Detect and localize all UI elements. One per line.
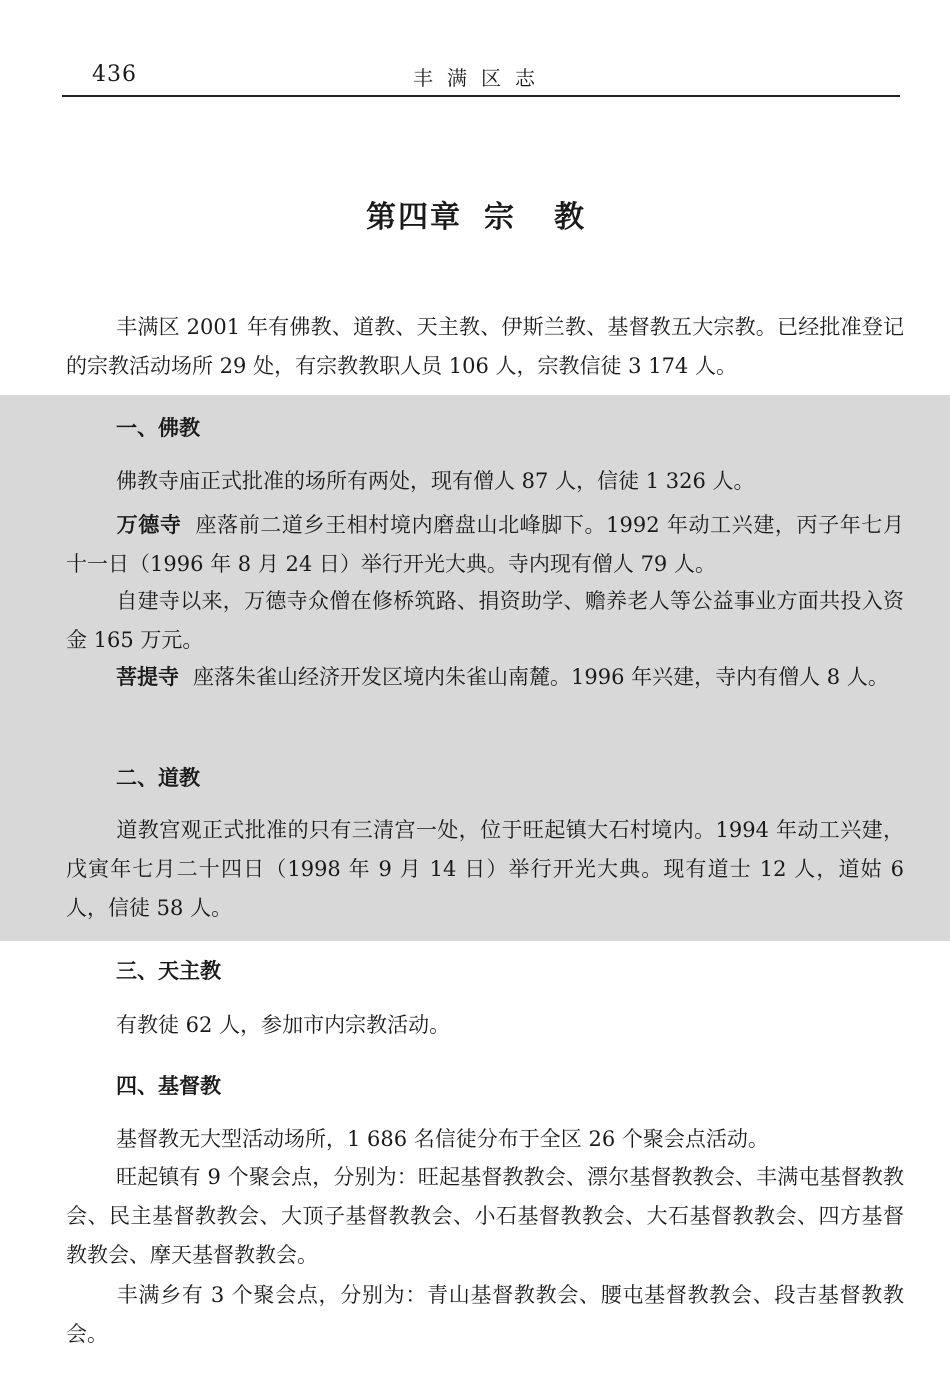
section-heading-buddhism: 一、佛教 — [116, 415, 200, 440]
paragraph: 旺起镇有 9 个聚会点，分别为：旺起基督教教会、漂尔基督教教会、丰满屯基督教教会、民主基督教教会、大顶子基督教教会、小石基督教教会、大石基督教教会、四方基督教教会、摩天基督教教会。 — [66, 1165, 904, 1267]
section-heading-christianity: 四、基督教 — [116, 1073, 221, 1098]
paragraph: 佛教寺庙正式批准的场所有两处，现有僧人 87 人，信徒 1 326 人。 — [116, 469, 755, 493]
paragraph: 道教宫观正式批准的只有三清宫一处，位于旺起镇大石村境内。1994 年动工兴建，戊寅年七月二十四日（1998 年 9 月 14 日）举行开光大典。现有道士 12 人，道姑 6 人，信徒 58 人。 — [66, 818, 904, 920]
page-header — [62, 58, 900, 96]
paragraph: 有教徒 62 人，参加市内宗教活动。 — [116, 1013, 451, 1037]
running-title: 丰满区志 — [413, 66, 549, 90]
paragraph: 基督教无大型活动场所，1 686 名信徒分布于全区 26 个聚会点活动。 — [116, 1127, 769, 1151]
paragraph: 自建寺以来，万德寺众僧在修桥筑路、捐资助学、赡养老人等公益事业方面共投入资金 165 万元。 — [66, 589, 904, 652]
term-puti-temple: 菩提寺 — [116, 664, 179, 689]
paragraph-puti-temple: 菩提寺 座落朱雀山经济开发区境内朱雀山南麓。1996 年兴建，寺内有僧人 8 人。 — [116, 664, 889, 689]
section-heading-taoism: 二、道教 — [116, 765, 200, 790]
paragraph: 丰满乡有 3 个聚会点，分别为：青山基督教教会、腰屯基督教教会、段吉基督教教会。 — [66, 1283, 904, 1346]
intro-paragraph: 丰满区 2001 年有佛教、道教、天主教、伊斯兰教、基督教五大宗教。已经批准登记的宗教活动场所 29 处，有宗教教职人员 106 人，宗教信徒 3 174 人。 — [66, 315, 904, 378]
page-number: 436 — [92, 62, 137, 87]
section-heading-catholicism: 三、天主教 — [116, 958, 221, 983]
chapter-title — [0, 192, 950, 236]
term-wande-temple: 万德寺 — [116, 512, 182, 537]
paragraph-wande-temple: 万德寺 座落前二道乡王相村境内磨盘山北峰脚下。1992 年动工兴建，丙子年七月十一日（1996 年 8 月 24 日）举行开光大典。寺内现有僧人 79 人。 — [66, 512, 905, 576]
header-rule — [62, 95, 900, 97]
chapter-name: 宗教 — [484, 200, 624, 235]
chapter-number: 第四章 — [366, 200, 462, 235]
